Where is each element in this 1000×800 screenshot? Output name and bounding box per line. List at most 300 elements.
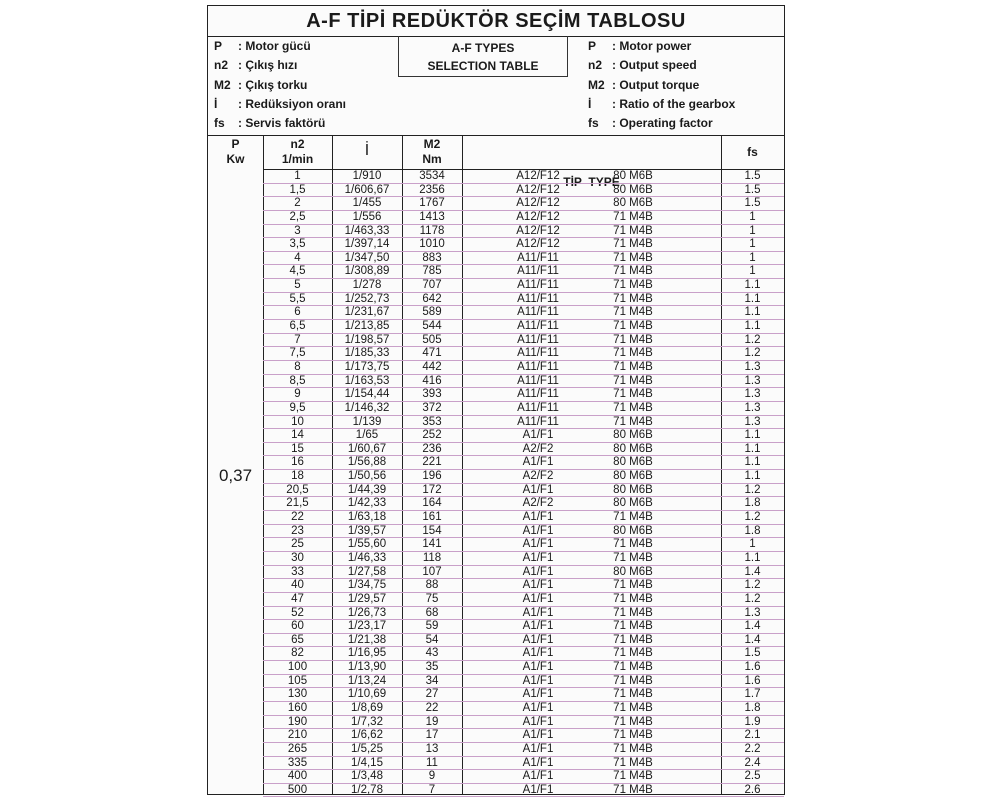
- cell-n2: 7: [294, 333, 301, 346]
- cell-ratio: 1/213,85: [344, 320, 390, 333]
- table-row: [263, 470, 784, 484]
- header-p-unit: Kw: [226, 152, 245, 166]
- cell-motor: 71 M4B: [613, 620, 653, 633]
- cell-type: A11/F11: [517, 306, 559, 319]
- cell-type: A1/F1: [522, 579, 554, 592]
- cell-n2: 210: [287, 729, 308, 742]
- legend-en-item: [588, 76, 699, 95]
- cell-n2: 130: [287, 688, 308, 701]
- cell-n2: 6: [294, 306, 301, 319]
- cell-ratio: 1/455: [352, 197, 382, 210]
- cell-n2: 65: [291, 633, 304, 646]
- cell-type: A1/F1: [522, 620, 554, 633]
- cell-motor: 71 M4B: [613, 688, 653, 701]
- cell-fs: 1.3: [744, 360, 761, 373]
- cell-ratio: 1/13,90: [347, 661, 387, 674]
- cell-type: A2/F2: [522, 497, 554, 510]
- table-row: [263, 306, 784, 320]
- cell-m2: 2356: [419, 183, 445, 196]
- cell-type: A1/F1: [522, 483, 554, 496]
- cell-motor: 71 M4B: [613, 756, 653, 769]
- cell-fs: 1: [749, 238, 756, 251]
- table-row: [263, 443, 784, 457]
- cell-ratio: 1/463,33: [344, 224, 390, 237]
- cell-motor: 71 M4B: [613, 374, 653, 387]
- cell-type: A2/F2: [522, 442, 554, 455]
- cell-n2: 9,5: [289, 401, 306, 414]
- cell-motor: 71 M4B: [613, 715, 653, 728]
- cell-ratio: 1/146,32: [344, 401, 390, 414]
- cell-ratio: 1/50,56: [347, 470, 387, 483]
- cell-n2: 8: [294, 360, 301, 373]
- cell-motor: 80 M6B: [613, 197, 653, 210]
- legend-en-item: [588, 95, 735, 114]
- cell-fs: 2.6: [744, 783, 761, 796]
- cell-m2: 34: [425, 674, 439, 687]
- cell-m2: 236: [422, 442, 442, 455]
- cell-n2: 100: [287, 661, 308, 674]
- legend-tr-item: [214, 95, 346, 114]
- table-row: [263, 538, 784, 552]
- cell-fs: 1.1: [744, 470, 761, 483]
- legend-symbol: n2: [214, 58, 229, 72]
- header-type-label: TİP TYPE: [563, 175, 620, 189]
- cell-type: A11/F11: [517, 388, 559, 401]
- cell-m2: 707: [422, 279, 442, 292]
- cell-motor: 71 M4B: [613, 783, 653, 796]
- table-row: [263, 484, 784, 498]
- cell-type: A11/F11: [517, 265, 559, 278]
- label-box-line2: SELECTION TABLE: [427, 59, 539, 73]
- cell-ratio: 1/39,57: [347, 524, 387, 537]
- cell-n2: 25: [291, 538, 304, 551]
- table-row: [263, 375, 784, 389]
- cell-fs: 1: [749, 224, 756, 237]
- cell-motor: 71 M4B: [613, 647, 653, 660]
- table-row: [263, 634, 784, 648]
- cell-n2: 2: [294, 197, 301, 210]
- cell-motor: 71 M4B: [613, 511, 653, 524]
- cell-type: A1/F1: [522, 633, 554, 646]
- cell-m2: 17: [425, 729, 439, 742]
- table-row: [263, 675, 784, 689]
- label-box-line1: A-F TYPES: [451, 41, 515, 55]
- cell-motor: 71 M4B: [613, 320, 653, 333]
- cell-n2: 33: [291, 565, 304, 578]
- cell-type: A1/F1: [522, 647, 554, 660]
- legend-text: : Output torque: [612, 78, 700, 92]
- cell-m2: 154: [422, 524, 442, 537]
- table-row: [263, 593, 784, 607]
- cell-m2: 164: [422, 497, 442, 510]
- cell-motor: 71 M4B: [613, 292, 653, 305]
- selection-table-document: [207, 5, 785, 795]
- cell-type: A1/F1: [522, 742, 554, 755]
- cell-n2: 60: [291, 620, 304, 633]
- cell-type: A11/F11: [517, 401, 559, 414]
- cell-n2: 30: [291, 551, 304, 564]
- cell-motor: 80 M6B: [613, 183, 653, 196]
- cell-m2: 353: [422, 415, 442, 428]
- table-row: [263, 456, 784, 470]
- cell-ratio: 1/10,69: [347, 688, 387, 701]
- cell-motor: 80 M6B: [613, 524, 653, 537]
- cell-motor: 71 M4B: [613, 388, 653, 401]
- cell-fs: 1: [749, 251, 756, 264]
- cell-motor: 80 M6B: [613, 170, 653, 182]
- header-m2-label: M2: [423, 137, 441, 151]
- legend-symbol: İ: [214, 97, 218, 111]
- legend-text: : Motor gücü: [238, 39, 311, 53]
- cell-n2: 7,5: [289, 347, 306, 360]
- cell-type: A1/F1: [522, 688, 554, 701]
- cell-fs: 2.2: [744, 742, 761, 755]
- cell-ratio: 1/397,14: [344, 238, 390, 251]
- cell-fs: 1.3: [744, 415, 761, 428]
- legend-tr-item: [214, 37, 311, 56]
- cell-motor: 71 M4B: [613, 265, 653, 278]
- table-row: [263, 770, 784, 784]
- cell-ratio: 1/173,75: [344, 360, 390, 373]
- cell-m2: 785: [422, 265, 442, 278]
- cell-type: A1/F1: [522, 783, 554, 796]
- cell-n2: 265: [287, 742, 308, 755]
- cell-ratio: 1/231,67: [344, 306, 390, 319]
- cell-n2: 52: [291, 606, 304, 619]
- cell-fs: 1.8: [744, 497, 761, 510]
- table-row: [263, 607, 784, 621]
- cell-motor: 71 M4B: [613, 401, 653, 414]
- table-row: [263, 170, 784, 184]
- cell-type: A1/F1: [522, 715, 554, 728]
- cell-ratio: 1/21,38: [347, 633, 387, 646]
- table-row: [263, 211, 784, 225]
- cell-fs: 1.1: [744, 429, 761, 442]
- cell-motor: 71 M4B: [613, 415, 653, 428]
- cell-n2: 82: [291, 647, 304, 660]
- cell-fs: 1: [749, 265, 756, 278]
- cell-n2: 5: [294, 279, 301, 292]
- legend-symbol: P: [588, 39, 597, 53]
- cell-type: A12/F12: [516, 238, 560, 251]
- legend-text: : Operating factor: [612, 116, 713, 130]
- cell-n2: 4,5: [289, 265, 306, 278]
- cell-n2: 14: [291, 429, 304, 442]
- cell-m2: 75: [425, 592, 439, 605]
- cell-m2: 13: [425, 742, 439, 755]
- header-fs-label: fs: [747, 145, 758, 159]
- cell-type: A11/F11: [517, 360, 559, 373]
- cell-type: A11/F11: [517, 292, 559, 305]
- header-p-label: P: [231, 137, 240, 151]
- cell-ratio: 1/154,44: [344, 388, 390, 401]
- cell-n2: 1: [294, 170, 301, 182]
- cell-m2: 54: [425, 633, 439, 646]
- cell-type: A1/F1: [522, 701, 554, 714]
- cell-fs: 1.1: [744, 320, 761, 333]
- cell-n2: 335: [287, 756, 308, 769]
- cell-m2: 19: [425, 715, 439, 728]
- header-n2: [263, 135, 332, 169]
- selection-table-label-box: [398, 36, 568, 77]
- cell-n2: 47: [291, 592, 304, 605]
- table-row: [263, 566, 784, 580]
- cell-type: A12/F12: [516, 210, 560, 223]
- cell-m2: 118: [422, 551, 442, 564]
- cell-fs: 1.3: [744, 374, 761, 387]
- cell-m2: 68: [425, 606, 439, 619]
- table-row: [263, 579, 784, 593]
- cell-fs: 2.1: [744, 729, 761, 742]
- legend-en-item: [588, 37, 691, 56]
- cell-m2: 11: [426, 756, 438, 769]
- cell-n2: 105: [287, 674, 308, 687]
- cell-motor: 71 M4B: [613, 360, 653, 373]
- cell-type: A1/F1: [522, 756, 554, 769]
- cell-m2: 161: [422, 511, 442, 524]
- cell-n2: 40: [291, 579, 304, 592]
- table-row: [263, 702, 784, 716]
- cell-n2: 22: [291, 511, 304, 524]
- header-p: [208, 135, 263, 169]
- cell-ratio: 1/4,15: [351, 756, 383, 769]
- cell-n2: 500: [287, 783, 308, 796]
- cell-motor: 71 M4B: [613, 347, 653, 360]
- cell-ratio: 1/198,57: [344, 333, 390, 346]
- header-m2-unit: Nm: [422, 152, 442, 166]
- cell-n2: 190: [287, 715, 308, 728]
- header-n2-label: n2: [290, 137, 305, 151]
- legend-text: : Servis faktörü: [238, 116, 326, 130]
- cell-m2: 22: [425, 701, 439, 714]
- header-m2: [402, 135, 462, 169]
- legend-en-item: [588, 56, 697, 75]
- cell-motor: 71 M4B: [613, 306, 653, 319]
- table-row: [263, 716, 784, 730]
- table-row: [263, 197, 784, 211]
- legend-symbol: n2: [588, 58, 603, 72]
- cell-type: A1/F1: [522, 606, 554, 619]
- header-i: [332, 135, 402, 169]
- cell-ratio: 1/7,32: [351, 715, 383, 728]
- cell-fs: 1.9: [744, 715, 761, 728]
- cell-motor: 71 M4B: [613, 210, 653, 223]
- cell-type: A11/F11: [517, 320, 559, 333]
- cell-m2: 9: [428, 770, 436, 783]
- cell-ratio: 1/6,62: [351, 729, 383, 742]
- cell-type: A11/F11: [517, 279, 559, 292]
- cell-fs: 1.2: [744, 483, 761, 496]
- cell-ratio: 1/278: [352, 279, 382, 292]
- cell-fs: 1.1: [744, 306, 761, 319]
- cell-motor: 71 M4B: [613, 606, 653, 619]
- cell-ratio: 1/23,17: [347, 620, 387, 633]
- cell-m2: 471: [422, 347, 442, 360]
- legend-tr-item: [214, 76, 307, 95]
- cell-ratio: 1/29,57: [347, 592, 387, 605]
- table-row: [263, 784, 784, 798]
- cell-ratio: 1/139: [352, 415, 382, 428]
- table-row: [263, 252, 784, 266]
- table-row: [263, 279, 784, 293]
- cell-motor: 71 M4B: [613, 238, 653, 251]
- cell-type: A1/F1: [522, 565, 554, 578]
- cell-m2: 505: [422, 333, 442, 346]
- cell-ratio: 1/606,67: [344, 183, 390, 196]
- legend-symbol: M2: [588, 78, 605, 92]
- table-row: [263, 647, 784, 661]
- cell-type: A11/F11: [517, 374, 559, 387]
- cell-fs: 1.2: [744, 511, 761, 524]
- cell-n2: 20,5: [286, 483, 309, 496]
- cell-type: A1/F1: [522, 661, 554, 674]
- cell-ratio: 1/2,78: [351, 783, 383, 796]
- cell-m2: 221: [422, 456, 442, 469]
- cell-ratio: 1/308,89: [344, 265, 390, 278]
- cell-fs: 1.2: [744, 592, 761, 605]
- cell-ratio: 1/26,73: [347, 606, 387, 619]
- header-n2-unit: 1/min: [281, 152, 314, 166]
- cell-fs: 1.7: [744, 688, 761, 701]
- cell-fs: 1.5: [744, 183, 761, 196]
- cell-m2: 1413: [419, 210, 445, 223]
- cell-type: A1/F1: [522, 770, 554, 783]
- cell-ratio: 1/185,33: [344, 347, 390, 360]
- cell-type: A1/F1: [522, 524, 554, 537]
- cell-motor: 80 M6B: [613, 470, 653, 483]
- cell-ratio: 1/46,33: [347, 551, 387, 564]
- cell-fs: 1.6: [744, 674, 761, 687]
- cell-ratio: 1/34,75: [347, 579, 387, 592]
- cell-fs: 1.8: [744, 524, 761, 537]
- cell-n2: 21,5: [286, 497, 309, 510]
- table-row: [263, 388, 784, 402]
- cell-m2: 393: [422, 388, 442, 401]
- cell-m2: 1178: [419, 224, 445, 237]
- cell-n2: 15: [291, 442, 304, 455]
- cell-fs: 1.2: [744, 333, 761, 346]
- cell-n2: 9: [294, 388, 301, 401]
- cell-type: A12/F12: [516, 170, 560, 182]
- cell-n2: 23: [291, 524, 304, 537]
- cell-m2: 141: [422, 538, 442, 551]
- cell-n2: 5,5: [289, 292, 306, 305]
- cell-motor: 71 M4B: [613, 661, 653, 674]
- cell-fs: 1.6: [744, 661, 761, 674]
- legend-text: : Motor power: [612, 39, 692, 53]
- cell-type: A11/F11: [517, 347, 559, 360]
- cell-ratio: 1/65: [355, 429, 379, 442]
- table-row: [263, 511, 784, 525]
- cell-fs: 1.8: [744, 701, 761, 714]
- cell-fs: 1.4: [744, 565, 761, 578]
- cell-motor: 71 M4B: [613, 770, 653, 783]
- cell-m2: 3534: [419, 170, 445, 182]
- cell-m2: 442: [422, 360, 442, 373]
- legend-symbol: P: [214, 39, 223, 53]
- cell-m2: 252: [422, 429, 442, 442]
- table-row: [263, 416, 784, 430]
- cell-fs: 2.5: [744, 770, 761, 783]
- cell-ratio: 1/56,88: [347, 456, 387, 469]
- cell-m2: 883: [422, 251, 442, 264]
- table-row: [263, 293, 784, 307]
- cell-fs: 2.4: [744, 756, 761, 769]
- cell-m2: 196: [422, 470, 442, 483]
- cell-m2: 35: [425, 661, 439, 674]
- cell-fs: 1: [749, 210, 756, 223]
- cell-n2: 1,5: [289, 183, 306, 196]
- cell-fs: 1.3: [744, 401, 761, 414]
- cell-m2: 43: [425, 647, 439, 660]
- cell-fs: 1.5: [744, 647, 761, 660]
- cell-n2: 3,5: [289, 238, 306, 251]
- table-row: [263, 729, 784, 743]
- cell-n2: 400: [287, 770, 308, 783]
- cell-motor: 71 M4B: [613, 592, 653, 605]
- table-row: [263, 525, 784, 539]
- cell-ratio: 1/163,53: [344, 374, 390, 387]
- cell-fs: 1.4: [744, 633, 761, 646]
- cell-motor: 71 M4B: [613, 224, 653, 237]
- cell-n2: 18: [291, 470, 304, 483]
- cell-type: A11/F11: [517, 415, 559, 428]
- cell-fs: 1.1: [744, 551, 761, 564]
- cell-ratio: 1/252,73: [344, 292, 390, 305]
- header-i-label: İ: [364, 142, 370, 159]
- legend-symbol: fs: [588, 116, 599, 130]
- cell-type: A11/F11: [517, 333, 559, 346]
- cell-fs: 1.5: [744, 170, 761, 182]
- cell-type: A2/F2: [522, 470, 554, 483]
- cell-n2: 10: [291, 415, 304, 428]
- cell-ratio: 1/8,69: [351, 701, 383, 714]
- legend-text: : Ratio of the gearbox: [612, 97, 736, 111]
- cell-ratio: 1/347,50: [344, 251, 390, 264]
- cell-ratio: 1/556: [352, 210, 382, 223]
- cell-ratio: 1/27,58: [347, 565, 387, 578]
- legend-symbol: fs: [214, 116, 225, 130]
- cell-motor: 71 M4B: [613, 633, 653, 646]
- table-row: [263, 320, 784, 334]
- cell-motor: 71 M4B: [613, 579, 653, 592]
- cell-fs: 1.1: [744, 279, 761, 292]
- cell-type: A11/F11: [517, 251, 559, 264]
- cell-type: A1/F1: [522, 729, 554, 742]
- cell-motor: 80 M6B: [613, 442, 653, 455]
- legend-symbol: İ: [588, 97, 592, 111]
- cell-ratio: 1/42,33: [347, 497, 387, 510]
- cell-motor: 80 M6B: [613, 429, 653, 442]
- cell-n2: 8,5: [289, 374, 306, 387]
- table-row: [263, 661, 784, 675]
- cell-fs: 1.5: [744, 197, 761, 210]
- cell-motor: 80 M6B: [613, 483, 653, 496]
- table-row: [263, 347, 784, 361]
- cell-motor: 71 M4B: [613, 701, 653, 714]
- table-row: [263, 497, 784, 511]
- table-row: [263, 620, 784, 634]
- cell-n2: 3: [294, 224, 301, 237]
- cell-fs: 1: [749, 538, 756, 551]
- cell-type: A1/F1: [522, 592, 554, 605]
- cell-m2: 544: [422, 320, 442, 333]
- table-row: [263, 265, 784, 279]
- legend-text: : Çıkış torku: [238, 78, 308, 92]
- cell-motor: 71 M4B: [613, 551, 653, 564]
- table-row: [263, 334, 784, 348]
- cell-m2: 372: [422, 401, 442, 414]
